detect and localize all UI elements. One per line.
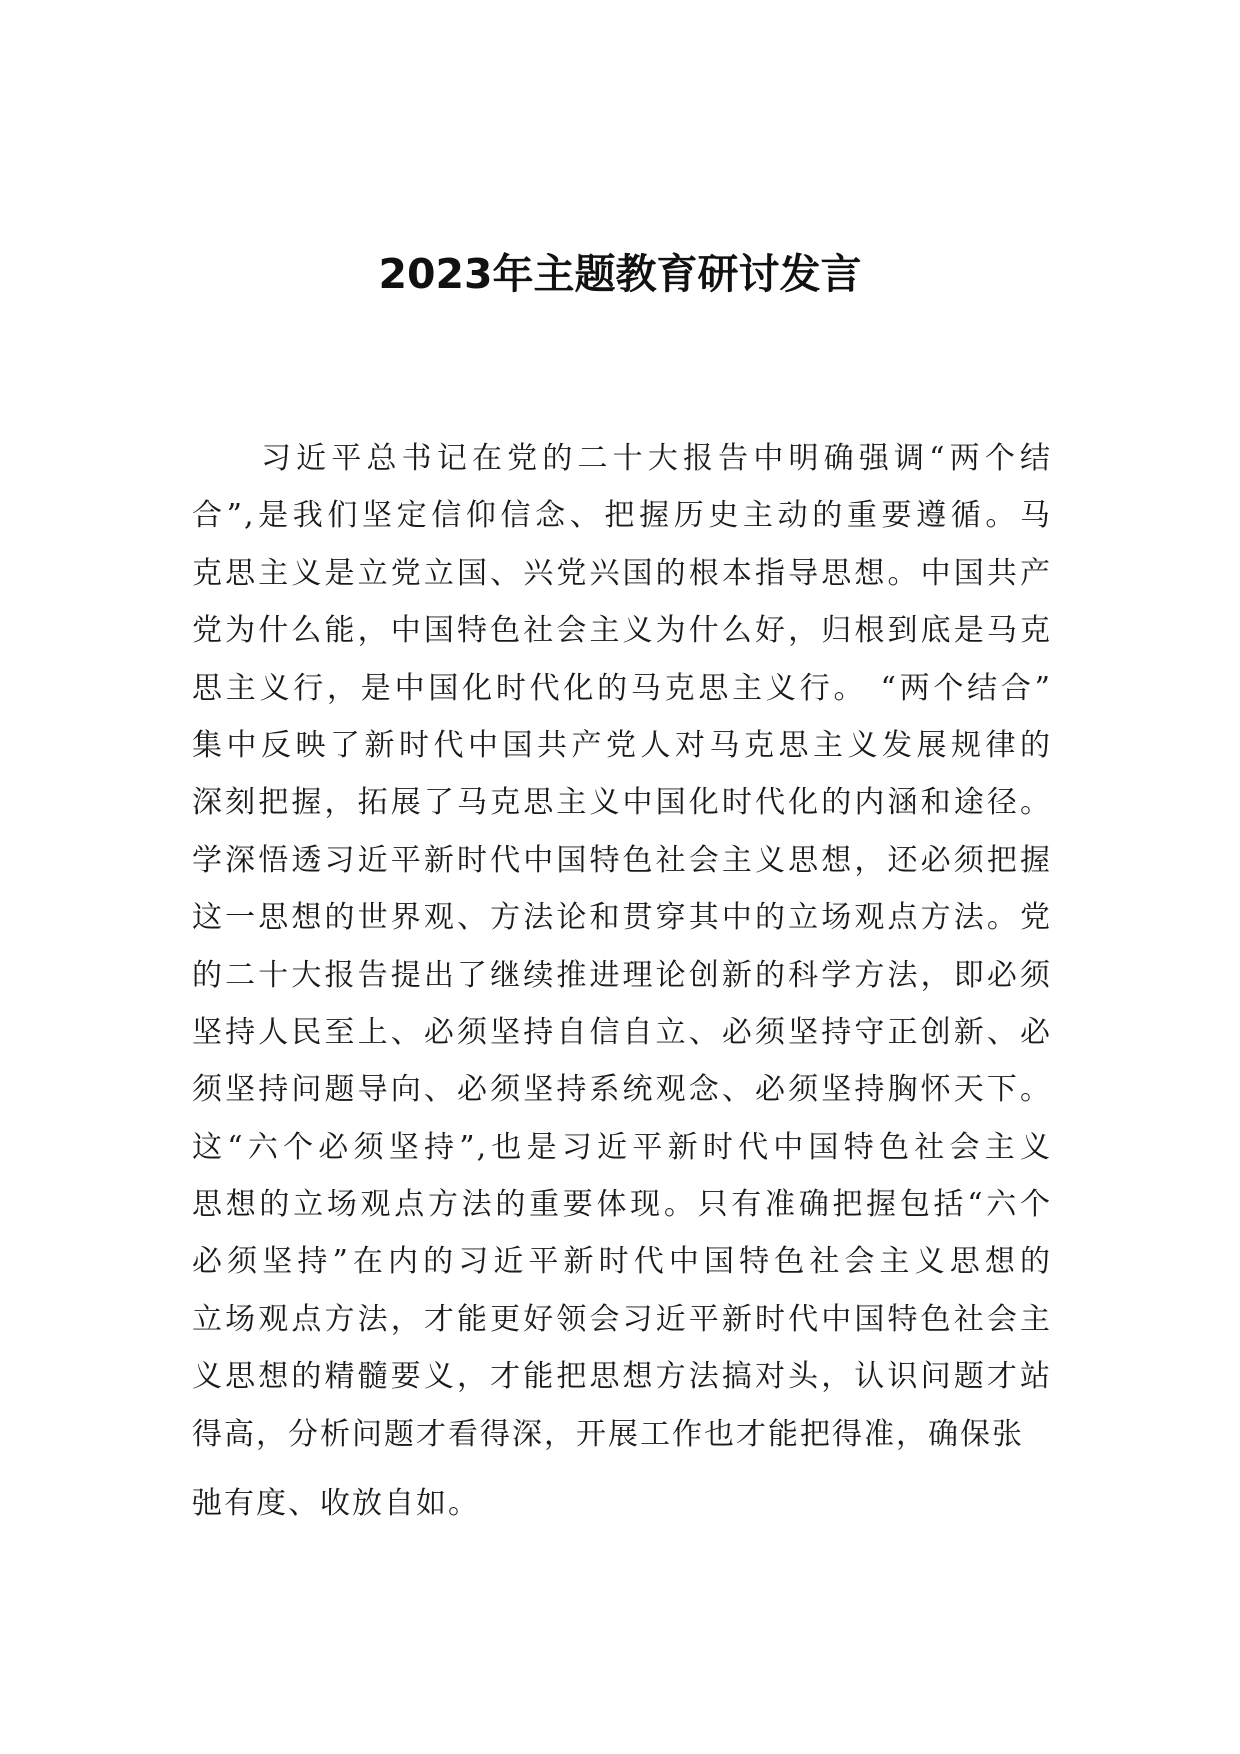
paragraph-line: 思想的立场观点方法的重要体现。只有准确把握包括“六个 <box>192 1187 1052 1223</box>
paragraph-line: 深刻把握，拓展了马克思主义中国化时代化的内涵和途径。 <box>192 785 1052 821</box>
paragraph-line: 合”,是我们坚定信仰信念、把握历史主动的重要遵循。马 <box>192 498 1052 534</box>
paragraph-line: 必须坚持”在内的习近平新时代中国特色社会主义思想的 <box>192 1244 1052 1280</box>
paragraph-line: 思主义行，是中国化时代化的马克思主义行。 “两个结合” <box>192 670 1052 706</box>
paragraph-line: 的二十大报告提出了继续推进理论创新的科学方法，即必须 <box>192 957 1052 993</box>
page-title: 2023年主题教育研讨发言 <box>378 250 862 298</box>
paragraph-line: 学深悟透习近平新时代中国特色社会主义思想，还必须把握 <box>192 842 1052 878</box>
body-paragraph <box>192 430 1052 1532</box>
paragraph-line: 习近平总书记在党的二十大报告中明确强调“两个结 <box>261 441 1052 476</box>
paragraph-line: 须坚持问题导向、必须坚持系统观念、必须坚持胸怀天下。 <box>192 1072 1052 1108</box>
paragraph-line: 党为什么能，中国特色社会主义为什么好，归根到底是马克 <box>192 613 1052 649</box>
paragraph-line: 集中反映了新时代中国共产党人对马克思主义发展规律的 <box>192 727 1052 763</box>
paragraph-line: 这“六个必须坚持”,也是习近平新时代中国特色社会主义 <box>192 1129 1052 1165</box>
paragraph-line: 弛有度、收放自如。 <box>192 1486 480 1522</box>
paragraph-line: 这一思想的世界观、方法论和贯穿其中的立场观点方法。党 <box>192 900 1052 936</box>
paragraph-line: 得高，分析问题才看得深，开展工作也才能把得准，确保张 <box>192 1416 1024 1452</box>
paragraph-line: 坚持人民至上、必须坚持自信自立、必须坚持守正创新、必 <box>192 1014 1052 1050</box>
paragraph-line: 立场观点方法，才能更好领会习近平新时代中国特色社会主 <box>192 1301 1052 1337</box>
paragraph-line: 克思主义是立党立国、兴党兴国的根本指导思想。中国共产 <box>192 555 1052 591</box>
paragraph-line: 义思想的精髓要义，才能把思想方法搞对头，认识问题才站 <box>192 1359 1052 1395</box>
